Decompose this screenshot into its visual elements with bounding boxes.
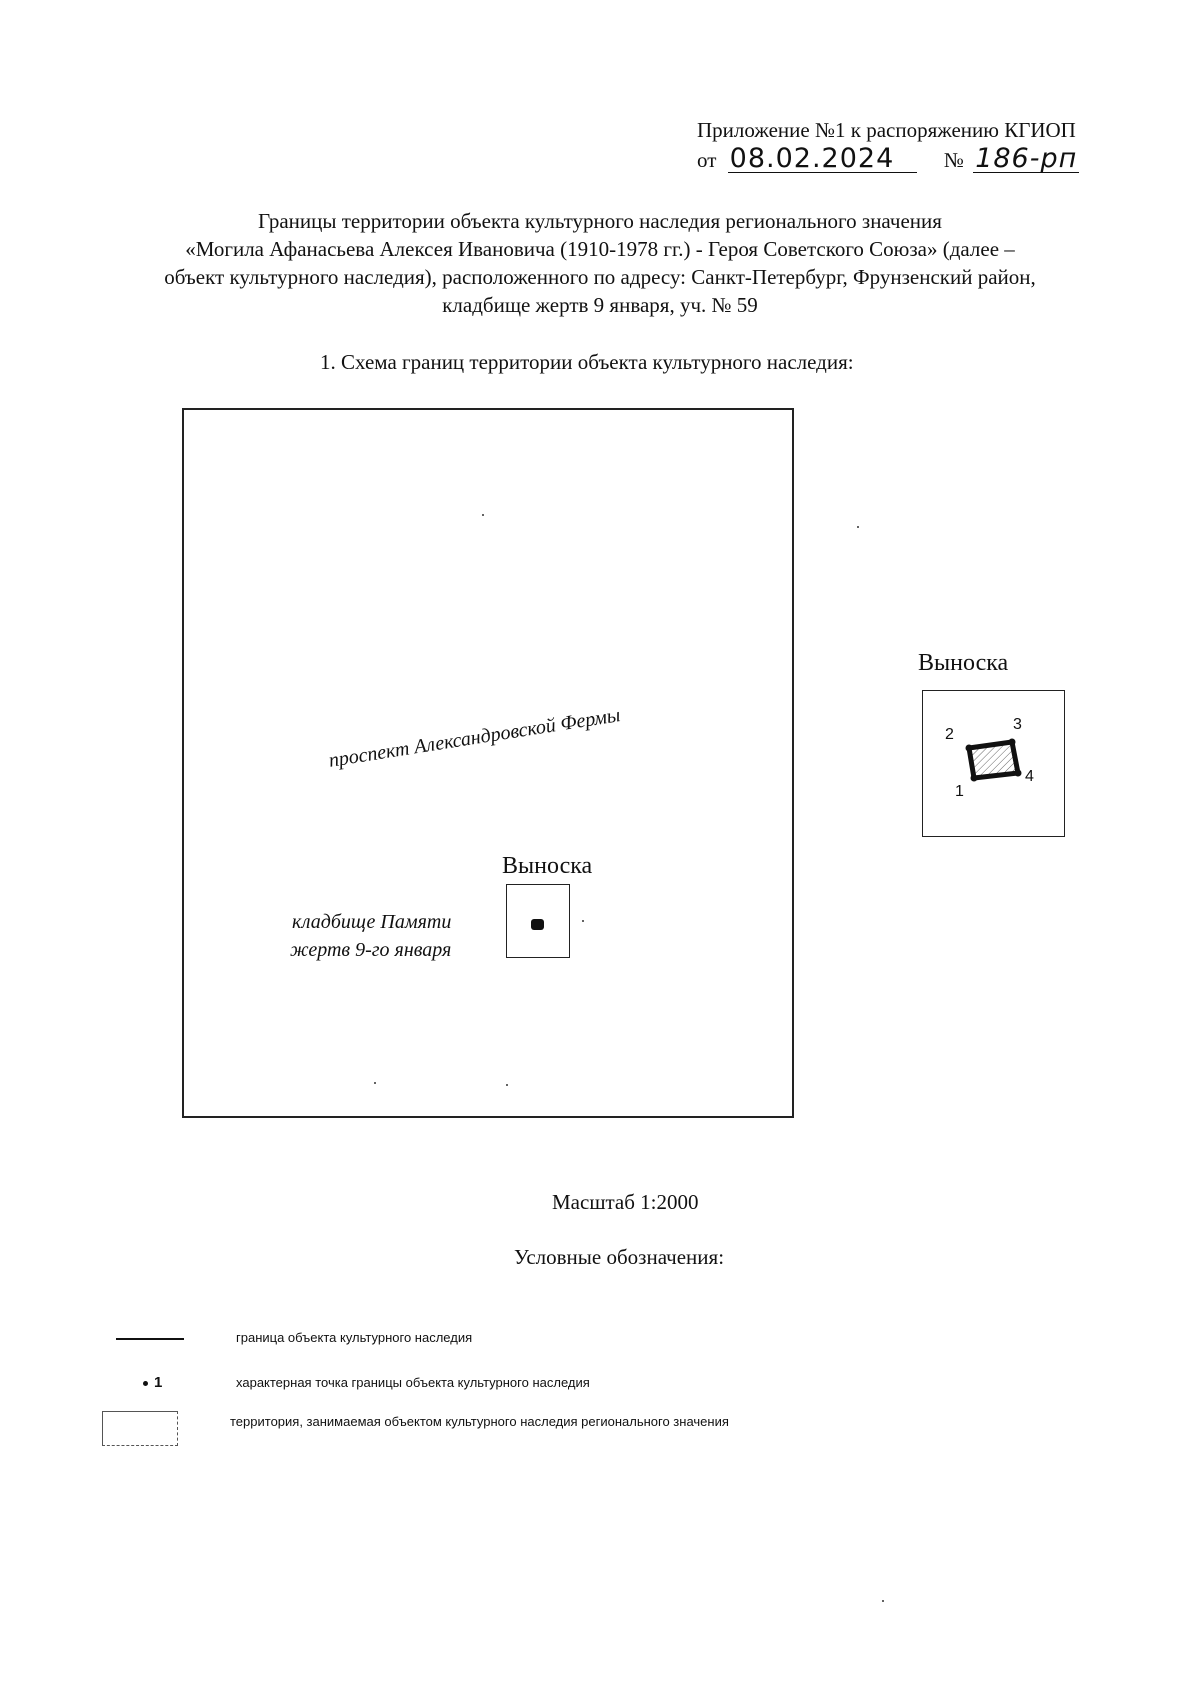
from-prefix: от (697, 148, 717, 172)
scale-text: Масштаб 1:2000 (552, 1190, 699, 1214)
point-label-1: 1 (955, 783, 964, 800)
scan-speck (857, 526, 859, 528)
title-line-2: «Могила Афанасьева Алексея Ивановича (1910-1978 гг.) - Героя Советского Союза» (далее – (185, 237, 1015, 261)
legend-point-symbol (143, 1374, 162, 1391)
handwritten-number: 186-рп (975, 143, 1078, 174)
point-dot-icon (143, 1381, 148, 1386)
cultural-heritage-boundary (969, 742, 1018, 778)
appendix-line: Приложение №1 к распоряжению КГИОП (697, 118, 1076, 142)
monument-marker (531, 919, 544, 930)
legend-item-area: территория, занимаемая объектом культурного наследия регионального значения (230, 1414, 729, 1429)
cemetery-label-line-2: жертв 9-го января (290, 939, 452, 961)
scan-speck (582, 920, 584, 922)
scan-speck (374, 1082, 376, 1084)
legend-area-symbol (102, 1411, 178, 1446)
side-callout-title: Выноска (918, 650, 1009, 676)
section-heading: 1. Схема границ территории объекта культурного наследия: (320, 350, 854, 374)
map-callout-title: Выноска (502, 853, 593, 879)
legend-point-label: 1 (154, 1374, 163, 1391)
boundary-point-1 (971, 775, 978, 782)
boundary-point-2 (966, 745, 973, 752)
map-frame (182, 408, 794, 1118)
side-callout-box (922, 690, 1065, 837)
boundary-point-4 (1015, 770, 1022, 777)
boundary-point-3 (1009, 739, 1016, 746)
title-line-4: кладбище жертв 9 января, уч. № 59 (442, 293, 758, 317)
cemetery-label (290, 908, 451, 964)
boundary-polygon-diagram (923, 691, 1063, 835)
legend-item-boundary: граница объекта культурного наследия (236, 1330, 473, 1345)
number-prefix: № (943, 148, 964, 172)
legend-heading: Условные обозначения: (514, 1245, 725, 1269)
point-label-2: 2 (945, 726, 954, 743)
legend-item-point: характерная точка границы объекта культурного наследия (236, 1375, 590, 1390)
scan-speck (506, 1084, 508, 1086)
point-label-3: 3 (1013, 716, 1022, 733)
scan-speck (482, 514, 484, 516)
order-date-number-line (697, 143, 1079, 174)
map-callout-box (506, 884, 570, 958)
point-label-4: 4 (1025, 768, 1034, 785)
scan-speck (882, 1600, 884, 1602)
street-label: проспект Александровской Фермы (327, 704, 622, 772)
cemetery-label-line-1: кладбище Памяти (292, 911, 452, 933)
document-title (60, 207, 1140, 319)
handwritten-date: 08.02.2024 (728, 146, 917, 173)
title-line-1: Границы территории объекта культурного наследия регионального значения (258, 209, 942, 233)
legend-line-symbol (116, 1338, 184, 1340)
title-line-3: объект культурного наследия), расположенного по адресу: Санкт-Петербург, Фрунзенский район, (164, 265, 1036, 289)
